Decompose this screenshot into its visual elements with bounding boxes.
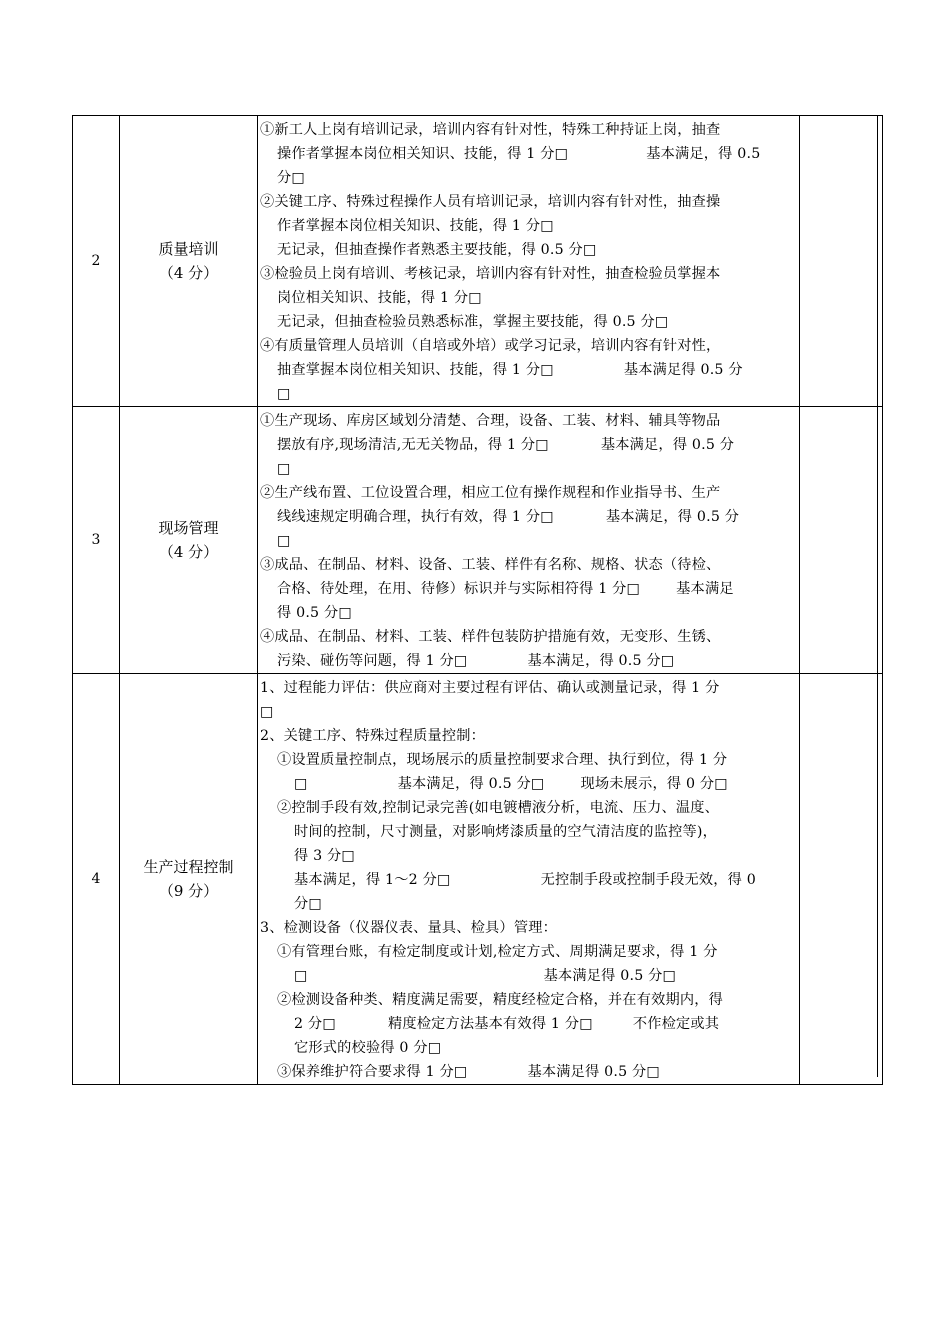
score-cell (800, 674, 883, 1085)
criteria-line: ①有管理台账，有检定制度或计划,检定方式、周期满足要求，得 1 分 (277, 944, 718, 960)
item-name-cell (120, 407, 258, 674)
criteria-line (260, 868, 797, 892)
criteria-text: 基本满足，得 0.5 分 (605, 509, 740, 525)
criteria-line: □ (277, 461, 291, 477)
item-name: 现场管理 (158, 519, 219, 537)
item-name: 生产过程控制 (143, 858, 234, 876)
criteria-line: ②检测设备种类、精度满足需要，精度经检定合格，并在有效期内，得 (277, 992, 724, 1008)
criteria-text: 基本满足，得 1～2 分□ (294, 872, 451, 888)
criteria-line (260, 358, 797, 382)
criteria-line: ②关键工序、特殊过程操作人员有培训记录，培训内容有针对性，抽查操 (260, 194, 721, 210)
table-row (73, 116, 883, 407)
criteria-line: 岗位相关知识、技能，得 1 分□ (277, 290, 482, 306)
criteria-line: ①新工人上岗有培训记录，培训内容有针对性，特殊工种持证上岗，抽查 (260, 122, 721, 138)
criteria-text: 无控制手段或控制手段无效，得 0 (540, 872, 756, 888)
criteria-line: □ (277, 533, 291, 549)
criteria-text: 精度检定方法基本有效得 1 分□ (387, 1016, 593, 1032)
item-name-cell (120, 116, 258, 407)
table-row (73, 674, 883, 1085)
criteria-line: ②控制手段有效,控制记录完善(如电镀槽液分析，电流、压力、温度、 (277, 800, 720, 816)
criteria-line: 无记录，但抽查操作者熟悉主要技能，得 0.5 分□ (277, 242, 597, 258)
criteria-line: 分□ (294, 896, 322, 912)
criteria-line: ③检验员上岗有培训、考核记录，培训内容有针对性，抽查检验员掌握本 (260, 266, 721, 282)
item-name: 质量培训 (158, 240, 219, 258)
item-number: 4 (73, 674, 120, 1085)
criteria-text: 合格、待处理，在用、待修）标识并与实际相符得 1 分□ (277, 581, 641, 597)
criteria-line: 3、检测设备（仪器仪表、量具、检具）管理： (260, 920, 557, 936)
criteria-text: 抽查掌握本岗位相关知识、技能，得 1 分□ (277, 362, 554, 378)
criteria-line: ②生产线布置、工位设置合理，相应工位有操作规程和作业指导书、生产 (260, 485, 721, 501)
criteria-text: 2 分□ (294, 1016, 336, 1032)
criteria-line: 时间的控制，尺寸测量，对影响烤漆质量的空气清洁度的监控等)， (294, 824, 717, 840)
criteria-text: 操作者掌握本岗位相关知识、技能，得 1 分□ (277, 146, 569, 162)
criteria-text: 现场未展示，得 0 分□ (580, 776, 728, 792)
criteria-text: 不作检定或其 (632, 1016, 720, 1032)
criteria-line (260, 772, 797, 796)
criteria-line: ④有质量管理人员培训（自培或外培）或学习记录，培训内容有针对性， (260, 338, 721, 354)
criteria-text: □ (294, 968, 308, 984)
assessment-table (72, 115, 883, 1085)
criteria-line: ①生产现场、库房区域划分清楚、合理，设备、工装、材料、辅具等物品 (260, 413, 721, 429)
criteria-text: 基本满足得 0.5 分 (623, 362, 743, 378)
criteria-text: ③保养维护符合要求得 1 分□ (277, 1064, 468, 1080)
criteria-line (260, 1012, 797, 1036)
table-row (73, 407, 883, 674)
criteria-line (260, 964, 797, 988)
criteria-line (260, 649, 797, 673)
item-number: 3 (73, 407, 120, 674)
criteria-text: 基本满足，得 0.5 (646, 146, 761, 162)
criteria-text: 基本满足 (676, 581, 734, 597)
criteria-line: ①设置质量控制点，现场展示的质量控制要求合理、执行到位，得 1 分 (277, 752, 728, 768)
criteria-text: 基本满足，得 0.5 分□ (397, 776, 545, 792)
criteria-text: 污染、碰伤等问题，得 1 分□ (277, 653, 468, 669)
item-name-cell (120, 674, 258, 1085)
criteria-line: 1、过程能力评估：供应商对主要过程有评估、确认或测量记录，得 1 分 (260, 680, 720, 696)
criteria-line: 得 0.5 分□ (277, 605, 352, 621)
criteria-line: 得 3 分□ (294, 848, 356, 864)
criteria-text: □ (294, 776, 308, 792)
criteria-text: 基本满足，得 0.5 分 (600, 437, 735, 453)
criteria-line: 它形式的校验得 0 分□ (294, 1040, 442, 1056)
score-cell (800, 407, 883, 674)
table-double-border (877, 115, 878, 1077)
criteria-line: 作者掌握本岗位相关知识、技能，得 1 分□ (277, 218, 554, 234)
criteria-text: 线线速规定明确合理，执行有效，得 1 分□ (277, 509, 554, 525)
score-cell (800, 116, 883, 407)
criteria-line (260, 433, 797, 457)
criteria-line: □ (277, 386, 291, 402)
item-score: （9 分） (158, 882, 219, 900)
criteria-text: 基本满足，得 0.5 分□ (527, 653, 675, 669)
criteria-line (260, 505, 797, 529)
criteria-line: 2、关键工序、特殊过程质量控制： (260, 728, 486, 744)
criteria-cell (258, 674, 800, 1085)
criteria-line: □ (260, 704, 274, 720)
criteria-text: 摆放有序,现场清洁,无无关物品，得 1 分□ (277, 437, 549, 453)
criteria-line (260, 142, 797, 166)
criteria-line: 无记录，但抽查检验员熟悉标准，掌握主要技能，得 0.5 分□ (277, 314, 669, 330)
item-score: （4 分） (158, 543, 219, 561)
criteria-cell (258, 407, 800, 674)
criteria-line (260, 577, 797, 601)
criteria-text: 基本满足得 0.5 分□ (527, 1064, 661, 1080)
item-score: （4 分） (158, 264, 219, 282)
criteria-text: 基本满足得 0.5 分□ (543, 968, 677, 984)
item-number: 2 (73, 116, 120, 407)
criteria-line: ④成品、在制品、材料、工装、样件包装防护措施有效，无变形、生锈、 (260, 629, 721, 645)
criteria-line: ③成品、在制品、材料、设备、工装、样件有名称、规格、状态（待检、 (260, 557, 721, 573)
criteria-cell (258, 116, 800, 407)
criteria-line (260, 1060, 797, 1084)
criteria-line: 分□ (277, 170, 305, 186)
